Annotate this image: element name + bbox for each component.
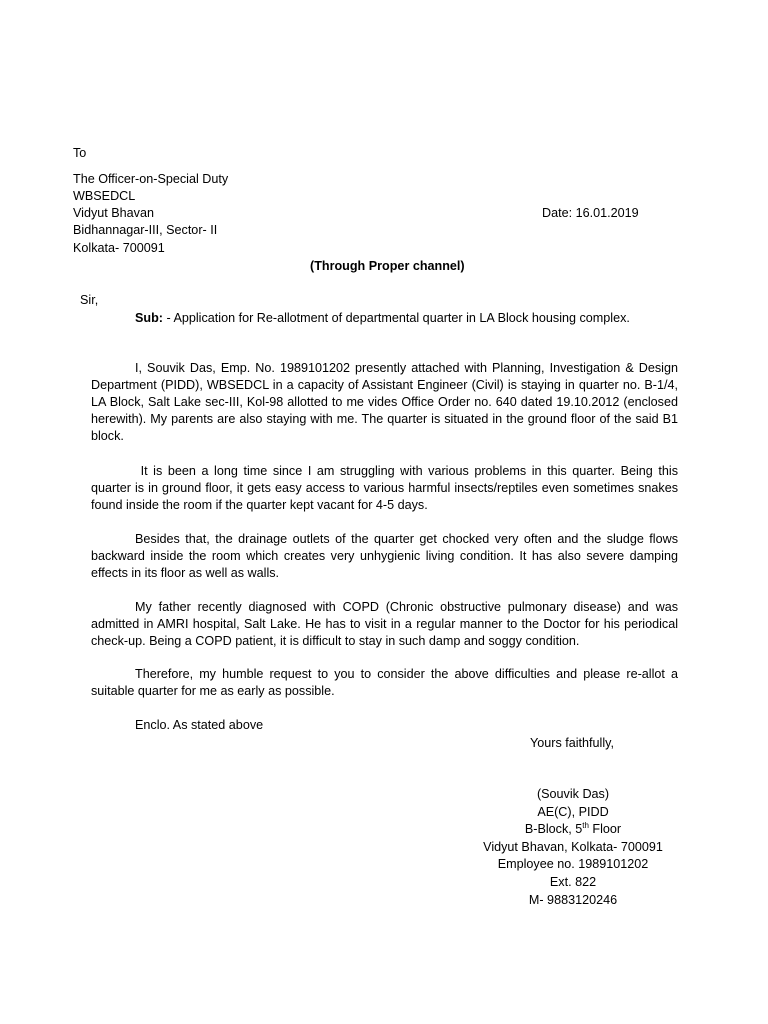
signature-name: (Souvik Das): [536, 787, 610, 801]
channel-note: (Through Proper channel): [310, 259, 465, 273]
signature-floor-sup: th: [582, 821, 589, 830]
signature-employee-no: Employee no. 1989101202: [497, 857, 649, 872]
to-label: To: [73, 146, 87, 160]
salutation: Sir,: [80, 293, 99, 307]
body-paragraph-3: [91, 531, 678, 582]
signature-ext: Ext. 822: [549, 874, 597, 889]
signature-address: Vidyut Bhavan, Kolkata- 700091: [483, 839, 663, 854]
body-paragraph-1-text: I, Souvik Das, Emp. No. 1989101202 presently attached with Planning, Investigation & Design Department (PIDD), WBSEDCL in a capacity of Assistant Engineer (Civil) is staying in quarter no. B-1/4, LA Block, Salt Lake sec-III, Kol-98 allotted to me vides Office Order no. 640 dated 19.10.2012 (enclosed herewith). My parents are also staying with me. The quarter is situated in the ground floor of the said B1 block.: [91, 361, 678, 443]
signature-floor-prefix: B-Block, 5: [524, 822, 583, 837]
recipient-line-4: Bidhannagar-III, Sector- II: [73, 223, 218, 237]
recipient-line-1: The Officer-on-Special Duty: [73, 172, 229, 186]
body-paragraph-2-text: It is been a long time since I am struggling with various problems in this quarter. Being this quarter is in ground floor, it gets easy access to various harmful insects/reptiles even sometimes snakes found inside the room if the quarter kept vacant for 4-5 days.: [91, 464, 678, 512]
body-paragraph-5-text: Therefore, my humble request to you to consider the above difficulties and please re-allot a suitable quarter for me as early as possible.: [91, 667, 678, 698]
recipient-line-3: Vidyut Bhavan: [73, 206, 154, 220]
recipient-line-2: WBSEDCL: [73, 189, 136, 203]
letter-date: Date: 16.01.2019: [542, 206, 639, 220]
subject-line: [135, 310, 630, 327]
signature-mobile: M- 9883120246: [528, 892, 618, 907]
signature-floor-suffix: Floor: [588, 822, 622, 837]
body-paragraph-4: [91, 599, 678, 650]
body-paragraph-1: [91, 360, 678, 445]
body-paragraph-2: [91, 463, 678, 514]
signature-designation: AE(C), PIDD: [537, 804, 609, 819]
recipient-line-5: Kolkata- 700091: [73, 241, 165, 255]
body-paragraph-5: [91, 666, 678, 700]
body-paragraph-3-text: Besides that, the drainage outlets of the quarter get chocked very often and the sludge flows backward inside the room which creates very unhygienic living condition. It has also severe damping effects in its floor as well as walls.: [91, 532, 678, 580]
enclosure-note: Enclo. As stated above: [135, 718, 264, 732]
closing-line: Yours faithfully,: [530, 736, 615, 750]
body-paragraph-4-text: My father recently diagnosed with COPD (Chronic obstructive pulmonary disease) and was admitted in AMRI hospital, Salt Lake. He has to visit in a regular manner to the Doctor for his periodical check-up. Being a COPD patient, it is difficult to stay in such damp and soggy condition.: [91, 600, 678, 648]
signature-block: [460, 786, 686, 909]
subject-text: - Application for Re-allotment of departmental quarter in LA Block housing complex.: [162, 311, 630, 325]
subject-label: Sub:: [135, 311, 163, 325]
signature-floor: [460, 821, 686, 839]
